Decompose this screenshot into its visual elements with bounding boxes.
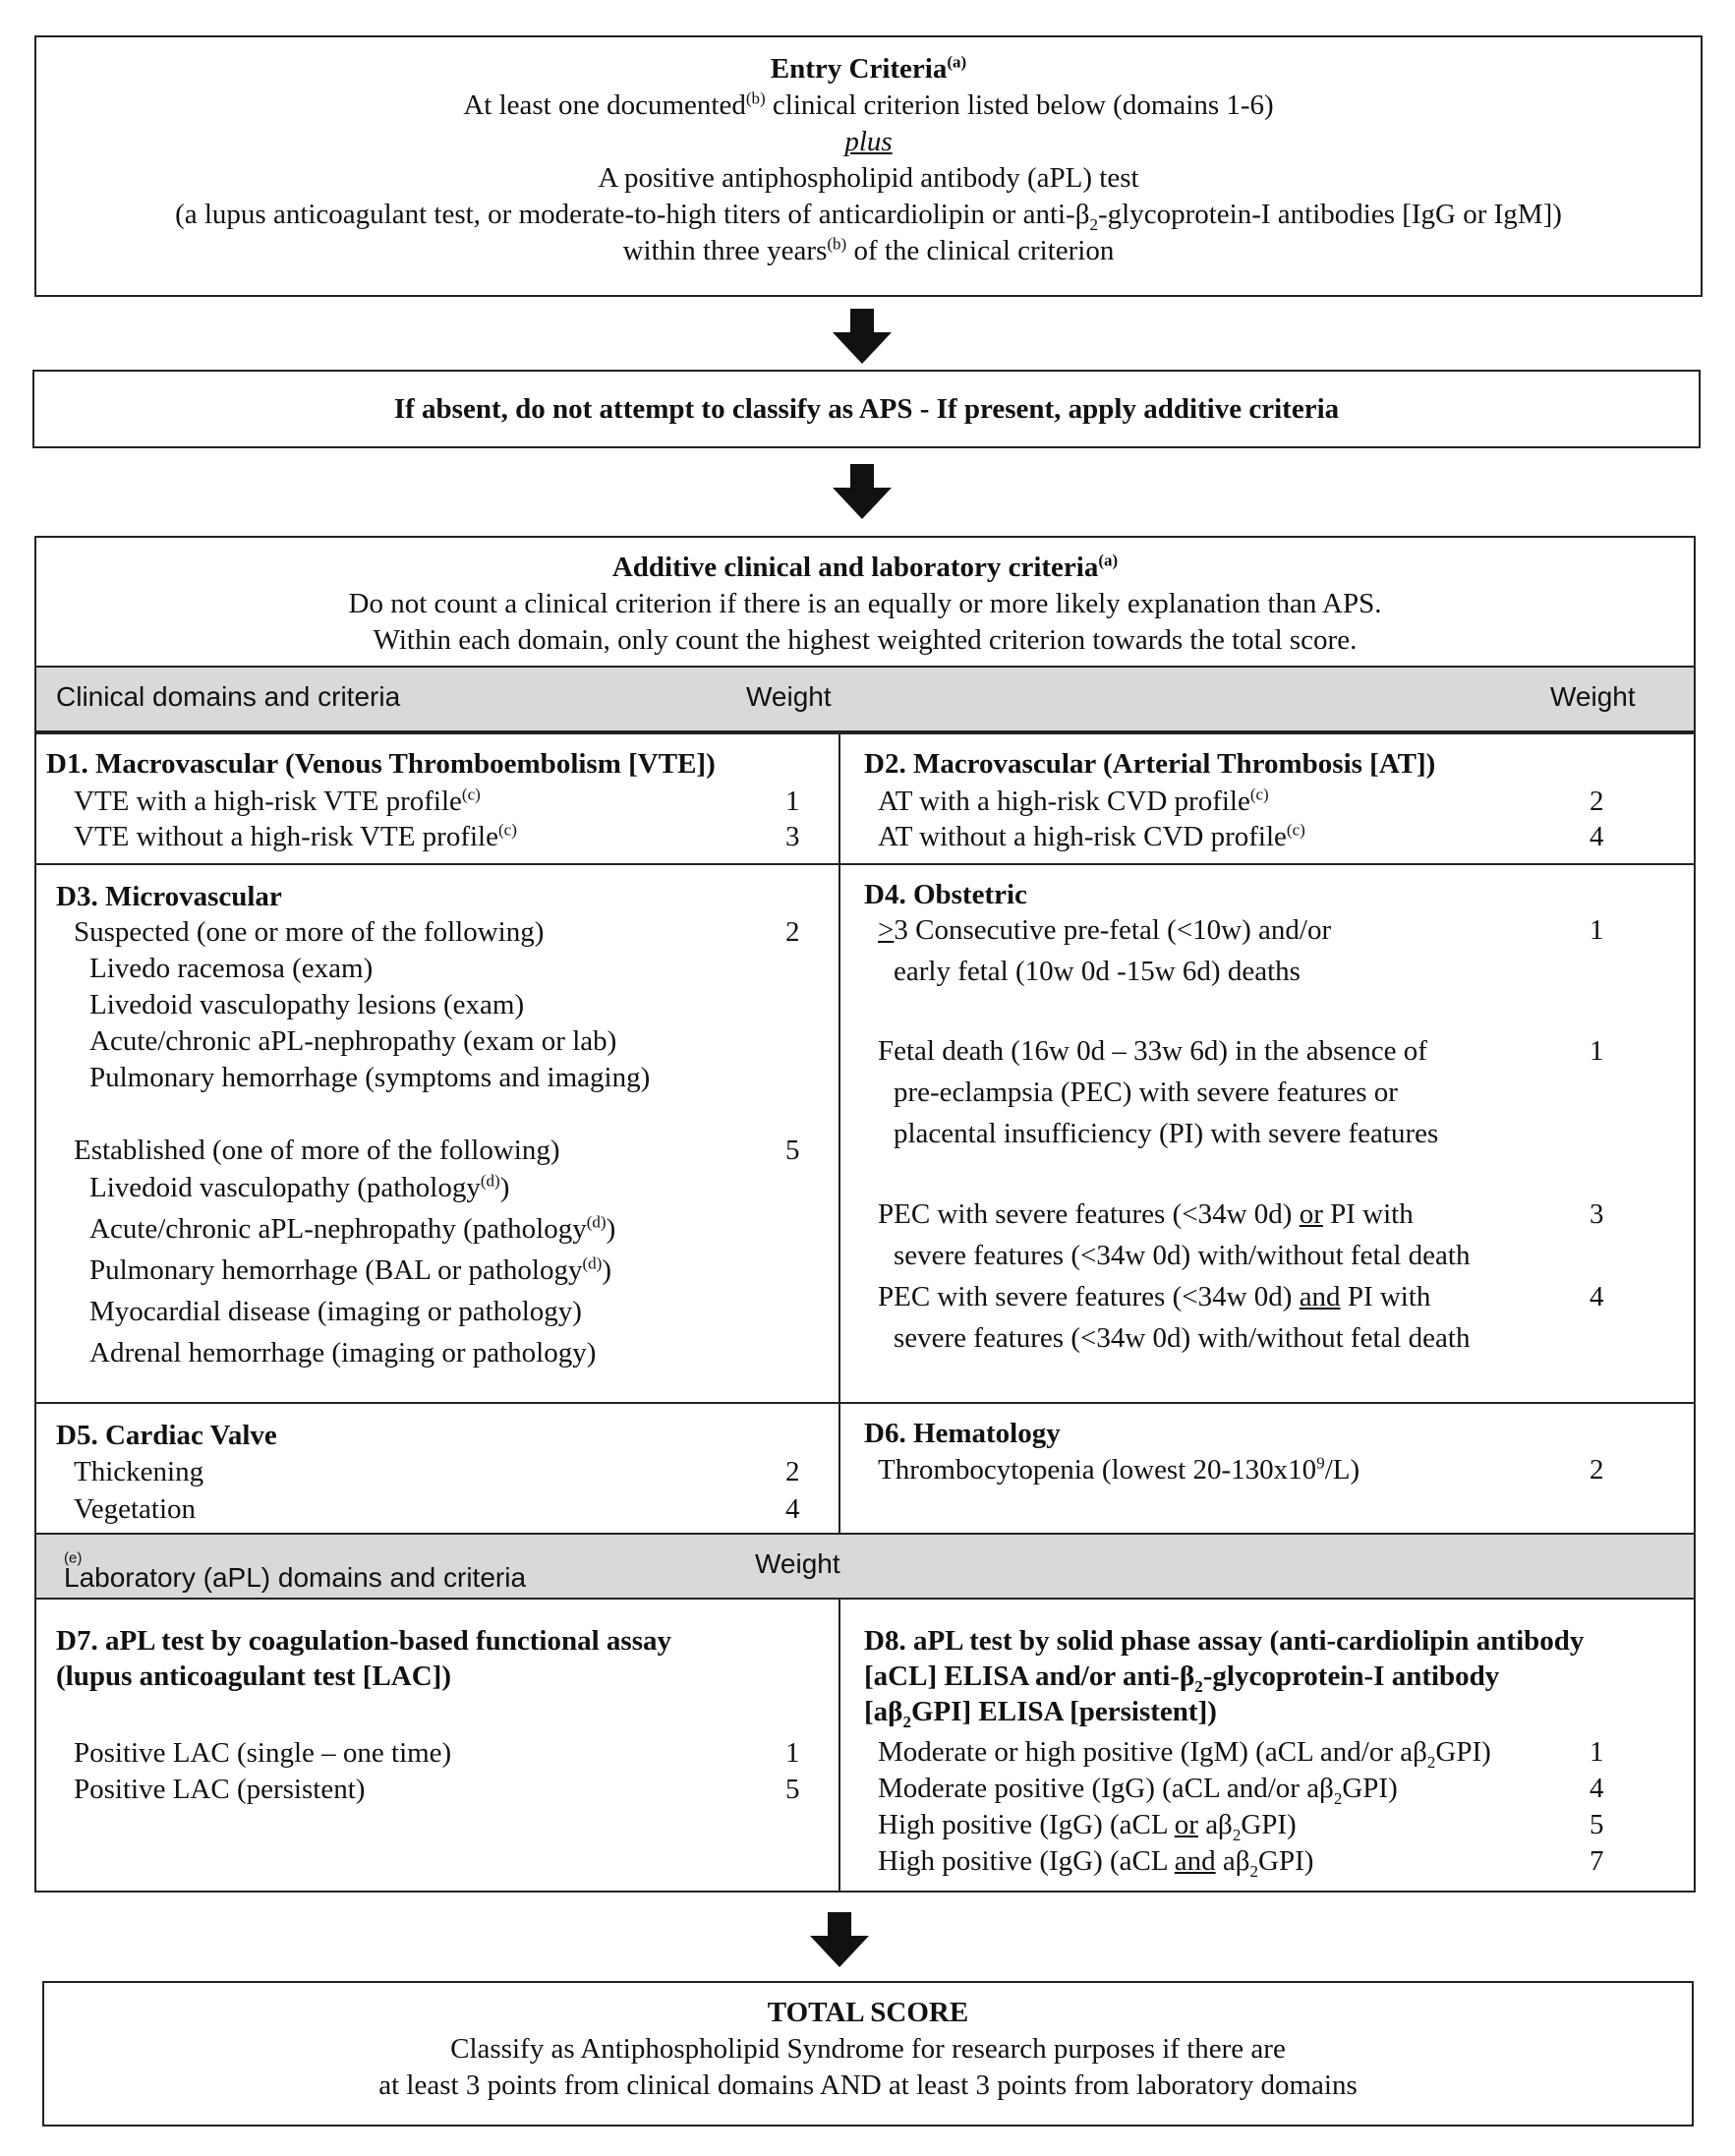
d6-item-1: Thrombocytopenia (lowest $20-130x10^9/L$) <box>878 1453 1360 1486</box>
additive-line-1: Do not count a clinical criterion if there is an equally or more likely explanation than APS. <box>348 588 1382 619</box>
d3-established-item: Pulmonary hemorrhage (BAL or pathology$^{(d)}$) <box>89 1253 611 1286</box>
d8-item-4-weight: 7 <box>1590 1845 1604 1877</box>
domain-d4-cell <box>839 863 1696 1404</box>
d8-item-3-weight: 5 <box>1590 1809 1604 1840</box>
domain-d7-title-line-1: D7. aPL test by coagulation-based functional assay <box>56 1625 671 1657</box>
d7-item-1: Positive LAC (single – one time) <box>74 1737 452 1769</box>
d4-item-3-line-1: PEC with severe features (<34w 0d) or PI with <box>878 1198 1414 1230</box>
d4-item-1-line-1: >3 Consecutive pre-fetal (<10w) and/or <box>878 914 1332 946</box>
domain-d7-title-line-2: (lupus anticoagulant test [LAC]) <box>56 1661 451 1692</box>
domain-d6-cell <box>839 1402 1696 1535</box>
d3-established-item: Acute/chronic aPL-nephropathy (pathology$^{(d)}$) <box>89 1212 616 1245</box>
total-score-line-1: Classify as Antiphospholipid Syndrome for research purposes if there are <box>450 2033 1286 2065</box>
laboratory-domains-header <box>34 1533 1696 1600</box>
d3-suspected-item: Livedo racemosa (exam) <box>89 953 374 984</box>
d4-item-2-line-3: placental insufficiency (PI) with severe features <box>894 1118 1439 1149</box>
d3-suspected-weight: 2 <box>785 916 800 948</box>
domain-d2-cell <box>839 732 1696 865</box>
domain-d8-title-line-2: [aCL] ELISA and/or anti-$\beta_2-glycoprotein-I$ antibody <box>864 1661 1500 1696</box>
d5-item-2: Vegetation <box>74 1493 197 1525</box>
d8-item-3: High positive (IgG) (aCL or $a\beta_2GPI$) <box>878 1809 1297 1844</box>
entry-line-3: (a lupus anticoagulant test, or moderate-to-high titers of anticardiolipin or anti-$\beta_2-glycoprotein-I$ antibodies [IgG or IgM]) <box>175 199 1562 234</box>
domain-d2-title: D2. Macrovascular (Arterial Thrombosis [AT]) <box>864 748 1436 780</box>
d7-item-1-weight: 1 <box>785 1737 800 1769</box>
d3-suspected-item: Pulmonary hemorrhage (symptoms and imaging) <box>89 1062 651 1093</box>
d3-suspected-item: Livedoid vasculopathy lesions (exam) <box>89 989 525 1020</box>
d3-established-item: Myocardial disease (imaging or pathology) <box>89 1296 582 1327</box>
d1-item-1-weight: 1 <box>785 786 800 817</box>
total-score-title: TOTAL SCORE <box>767 1997 969 2028</box>
d5-item-1-weight: 2 <box>785 1456 800 1487</box>
d3-established: Established (one of more of the following) <box>74 1135 560 1166</box>
additive-criteria-box: Additive clinical and laboratory criteria$^{(a)}$ Do not count a clinical criterion if there is an equally or more likely explanation than APS. Within each domain, only count the highest weighted criterion towards the total score. <box>34 536 1696 666</box>
additive-line-2: Within each domain, only count the highest weighted criterion towards the total score. <box>373 624 1358 656</box>
additive-criteria-title: Additive clinical and laboratory criteria <box>611 552 1099 583</box>
d8-item-2-weight: 4 <box>1590 1773 1604 1804</box>
domain-d5-cell <box>34 1402 840 1535</box>
d8-item-2: Moderate positive (IgG) (aCL and/or $a\beta_2GPI$) <box>878 1773 1398 1808</box>
d4-item-3-weight: 3 <box>1590 1198 1604 1230</box>
down-arrow-icon <box>831 464 894 521</box>
d5-item-1: Thickening <box>74 1456 204 1487</box>
d2-item-2: AT without a high-risk CVD profile$^{(c)}$ <box>878 820 1305 852</box>
d8-item-1: Moderate or high positive (IgM) (aCL and/or $a\beta_2GPI$) <box>878 1736 1491 1772</box>
down-arrow-icon <box>808 1912 871 1969</box>
entry-plus: plus <box>844 126 893 157</box>
d3-suspected: Suspected (one or more of the following) <box>74 916 545 948</box>
domain-d8-title-line-1: D8. aPL test by solid phase assay (anti-cardiolipin antibody <box>864 1625 1585 1657</box>
entry-line-4: within three years$^{(b)}$ of the clinical criterion <box>622 234 1115 266</box>
d1-item-2-weight: 3 <box>785 821 800 852</box>
d3-established-item: Adrenal hemorrhage (imaging or pathology) <box>89 1337 597 1369</box>
d4-item-4-line-2: severe features (<34w 0d) with/without fetal death <box>894 1322 1471 1354</box>
d4-item-4-line-1: PEC with severe features (<34w 0d) and PI with <box>878 1281 1431 1312</box>
d4-item-2-line-2: pre-eclampsia (PEC) with severe features or <box>894 1077 1398 1108</box>
domain-d3-cell <box>34 863 840 1404</box>
domain-d1-title: D1. Macrovascular (Venous Thromboembolism [VTE]) <box>46 748 716 780</box>
domain-d8-title-line-3: $[a\beta_2GPI]$ ELISA [persistent]) <box>864 1696 1217 1731</box>
clinical-domains-header <box>34 666 1696 732</box>
entry-criteria-box: Entry Criteria$^{(a)}$ At least one documented$^{(b)}$ clinical criterion listed below (domains 1-6) plus A positive antiphospholipid antibody (aPL) test (a lupus anticoagulant test, or moderate-to-high titers of anticardiolipin or anti-$\beta_2-glycoprotein-I$ antibodies [IgG or IgM]) within three years$^{(b)}$ of the clinical criterion <box>34 35 1703 297</box>
classification-instruction: If absent, do not attempt to classify as APS - If present, apply additive criteria <box>393 393 1340 425</box>
weight-header-left: Weight <box>746 681 832 712</box>
weight-header-lab: Weight <box>755 1548 840 1579</box>
d1-item-1: VTE with a high-risk VTE profile$^{(c)}$ <box>74 785 481 817</box>
d4-item-4-weight: 4 <box>1590 1281 1604 1312</box>
d2-item-1-weight: 2 <box>1590 786 1604 817</box>
d4-item-1-weight: 1 <box>1590 914 1604 946</box>
d5-item-2-weight: 4 <box>785 1493 800 1525</box>
d8-item-1-weight: 1 <box>1590 1736 1604 1768</box>
entry-criteria-title: Entry Criteria <box>770 53 948 85</box>
clinical-domains-label: Clinical domains and criteria <box>56 681 401 712</box>
d4-item-3-line-2: severe features (<34w 0d) with/without fetal death <box>894 1240 1471 1271</box>
d7-item-2-weight: 5 <box>785 1774 800 1805</box>
d3-established-weight: 5 <box>785 1135 800 1166</box>
d4-item-2-line-1: Fetal death (16w 0d – 33w 6d) in the absence of <box>878 1035 1427 1067</box>
d1-item-2: VTE without a high-risk VTE profile$^{(c)}$ <box>74 820 517 852</box>
domain-d7-cell <box>34 1598 840 1893</box>
classification-instruction-box <box>32 370 1701 448</box>
entry-line-1: At least one documented$^{(b)}$ clinical criterion listed below (domains 1-6) <box>463 88 1274 121</box>
d3-established-item: Livedoid vasculopathy (pathology$^{(d)}$) <box>89 1171 510 1203</box>
d3-suspected-item: Acute/chronic aPL-nephropathy (exam or lab) <box>89 1025 617 1057</box>
d6-item-1-weight: 2 <box>1590 1454 1604 1486</box>
domain-d3-title: D3. Microvascular <box>56 881 282 912</box>
d7-item-2: Positive LAC (persistent) <box>74 1774 366 1805</box>
d8-item-4: High positive (IgG) (aCL and $a\beta_2GPI$) <box>878 1845 1314 1881</box>
weight-header-right: Weight <box>1550 681 1636 712</box>
domain-d6-title: D6. Hematology <box>864 1418 1061 1449</box>
domain-d4-title: D4. Obstetric <box>864 879 1027 910</box>
laboratory-domains-label: Laboratory (aPL) domains and criteria $^{(e)}$ <box>64 1549 527 1593</box>
d4-item-1-line-2: early fetal (10w 0d -15w 6d) deaths <box>894 956 1301 987</box>
entry-line-2: A positive antiphospholipid antibody (aPL) test <box>598 162 1139 194</box>
domain-d8-cell <box>839 1598 1696 1893</box>
total-score-box <box>42 1981 1694 2127</box>
d2-item-1: AT with a high-risk CVD profile$^{(c)}$ <box>878 785 1269 817</box>
d4-item-2-weight: 1 <box>1590 1035 1604 1067</box>
domain-d1-cell <box>34 732 840 865</box>
d2-item-2-weight: 4 <box>1590 821 1604 852</box>
domain-d5-title: D5. Cardiac Valve <box>56 1420 277 1451</box>
down-arrow-icon <box>831 309 894 366</box>
total-score-line-2: at least 3 points from clinical domains AND at least 3 points from laboratory domains <box>378 2069 1358 2101</box>
